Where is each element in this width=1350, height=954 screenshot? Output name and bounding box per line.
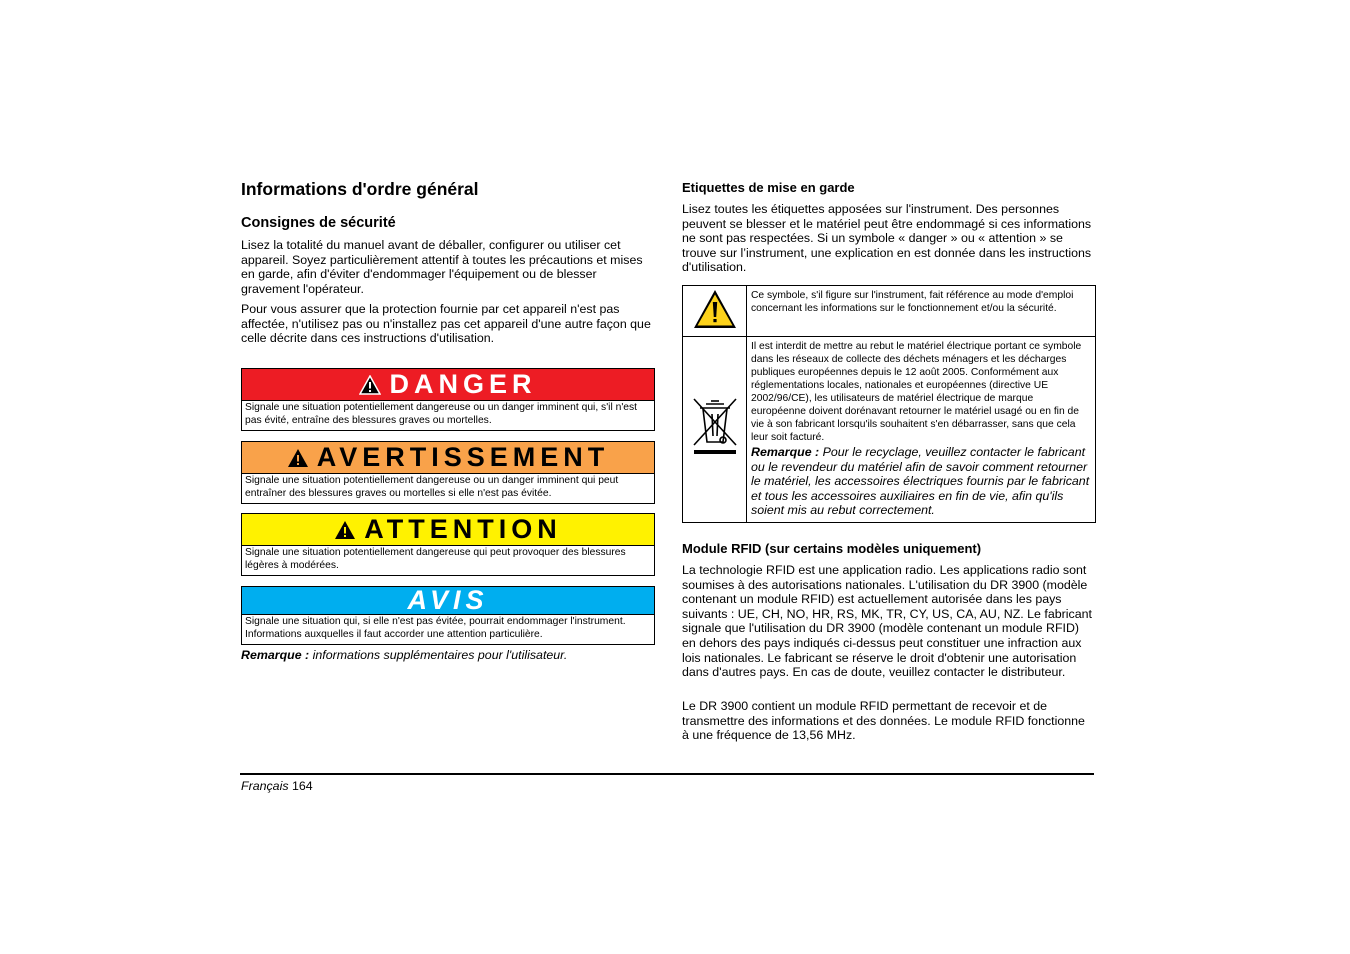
warning-triangle-icon <box>334 520 356 540</box>
precautionary-labels-table <box>682 285 1096 523</box>
hazard-warning-box <box>241 441 655 504</box>
warning-triangle-icon <box>359 375 381 395</box>
table-row <box>683 337 1096 523</box>
footer-language: Français <box>241 779 289 793</box>
safety-paragraph-2: Pour vous assurer que la protection fournie par cet appareil n'est pas affectée, n'utilisez pas ou n'installez pas cet appareil d'une autre façon que celle décrite dans ces instructions d'utilisation. <box>241 302 651 346</box>
rfid-heading: Module RFID (sur certains modèles uniquement) <box>682 541 982 556</box>
warning-triangle-icon <box>287 448 309 468</box>
hazard-notice-label: AVIS <box>407 585 489 615</box>
footer-divider <box>240 773 1094 775</box>
safety-paragraph-1: Lisez la totalité du manuel avant de déballer, configurer ou utiliser cet appareil. Soyez particulièrement attentif à toutes les précautions et mises en garde, afin d'éviter d'endommager l'équipement ou de blesser gravement l'opérateur. <box>241 238 643 296</box>
hazard-warning-header <box>242 442 654 473</box>
table-cell-icon <box>683 286 747 337</box>
hazard-caution-text: Signale une situation potentiellement dangereuse qui peut provoquer des blessures légères à modérées. <box>242 545 654 575</box>
hazard-danger-text: Signale une situation potentiellement dangereuse ou un danger imminent qui, s'il n'est pas évité, entraîne des blessures graves ou mortelles. <box>242 400 654 430</box>
labels-paragraph: Lisez toutes les étiquettes apposées sur l'instrument. Des personnes peuvent se blesser et le matériel peut être endommagé si ces informations ne sont pas respectées. Si un symbole « danger » ou « attention » se trouve sur l’instrument, une explication en est donnée dans les instructions d'utilisation. <box>682 202 1092 275</box>
hazard-notice-box <box>241 586 655 645</box>
table-row <box>683 286 1096 337</box>
hazard-notice-header <box>242 587 654 614</box>
hazard-warning-text: Signale une situation potentiellement dangereuse ou un danger imminent qui peut entraîner des blessures graves ou mortelles si elle n'est pas évitée. <box>242 473 654 503</box>
hazard-caution-label: ATTENTION <box>364 514 562 544</box>
table-cell-text <box>747 337 1096 523</box>
note-label: Remarque : <box>241 648 310 662</box>
labels-heading: Etiquettes de mise en garde <box>682 180 855 195</box>
safety-subheading: Consignes de sécurité <box>241 215 396 231</box>
rfid-paragraph-2: Le DR 3900 contient un module RFID permettant de recevoir et de transmettre des informations et des données. Le module RFID fonctionne à une fréquence de 13,56 MHz. <box>682 699 1085 743</box>
hazard-caution-box <box>241 513 655 576</box>
note-text: Pour le recyclage, veuillez contacter le fabricant ou le revendeur du matériel afin de savoir comment retourner le matériel, les accessoires électriques fournis par le fabricant et tous les accessoires auxiliaires en fin de vie, afin qu'ils soient mis au rebut correctement. <box>751 445 1090 518</box>
table-cell-icon <box>683 337 747 523</box>
weee-text: Il est interdit de mettre au rebut le matériel électrique portant ce symbole dans les réseaux de collecte des déchets ménagers et les décharges publiques européennes depuis le 12 août 2005. Conformément aux réglementations locales, nationales et européennes (directive UE 2002/96/CE), les utilisateurs de matériel électrique de marque européenne doivent dorénavant retourner le matériel usagé ou en fin de vie à son fabricant lorsqu'ils souhaitent s'en débarrasser, sans que cela leur soit facturé. <box>751 341 1082 443</box>
crossed-bin-icon <box>690 396 740 458</box>
page-footer <box>241 779 313 793</box>
note-text: informations supplémentaires pour l'utilisateur. <box>312 648 568 662</box>
note-label: Remarque : <box>751 445 820 459</box>
section-heading: Informations d'ordre général <box>241 179 479 199</box>
hazard-danger-box <box>241 368 655 431</box>
hazard-caution-header <box>242 514 654 545</box>
table-cell-text: Ce symbole, s'il figure sur l'instrument, fait référence au mode d'emploi concernant les informations sur le fonctionnement et/ou la sécurité. <box>747 286 1096 337</box>
page-number: 164 <box>291 779 313 793</box>
hazard-danger-label: DANGER <box>389 369 537 399</box>
hazard-warning-label: AVERTISSEMENT <box>316 442 610 472</box>
weee-note <box>751 445 1090 518</box>
warning-triangle-icon <box>692 288 738 330</box>
hazard-notice-text: Signale une situation qui, si elle n'est pas évitée, pourrait endommager l'instrument. Informations auxquelles il faut accorder une attention particulière. <box>242 614 654 644</box>
hazard-danger-header <box>242 369 654 400</box>
user-note <box>241 648 567 662</box>
rfid-paragraph-1: La technologie RFID est une application radio. Les applications radio sont soumises à des autorisations nationales. L'utilisation du DR 3900 (modèle contenant un module RFID) est actuellement autorisée dans les pays suivants : UE, CH, NO, HR, RS, MK, TR, CY, US, CA, AU, NZ. Le fabricant signale que l'utilisation du DR 3900 (modèle contenant un module RFID) en dehors des pays indiqués ci-dessus peut constituer une infraction aux lois nationales. Le fabricant se réserve le droit d'obtenir une autorisation dans d'autres pays. En cas de doute, veuillez contacter le distributeur. <box>682 563 1092 680</box>
